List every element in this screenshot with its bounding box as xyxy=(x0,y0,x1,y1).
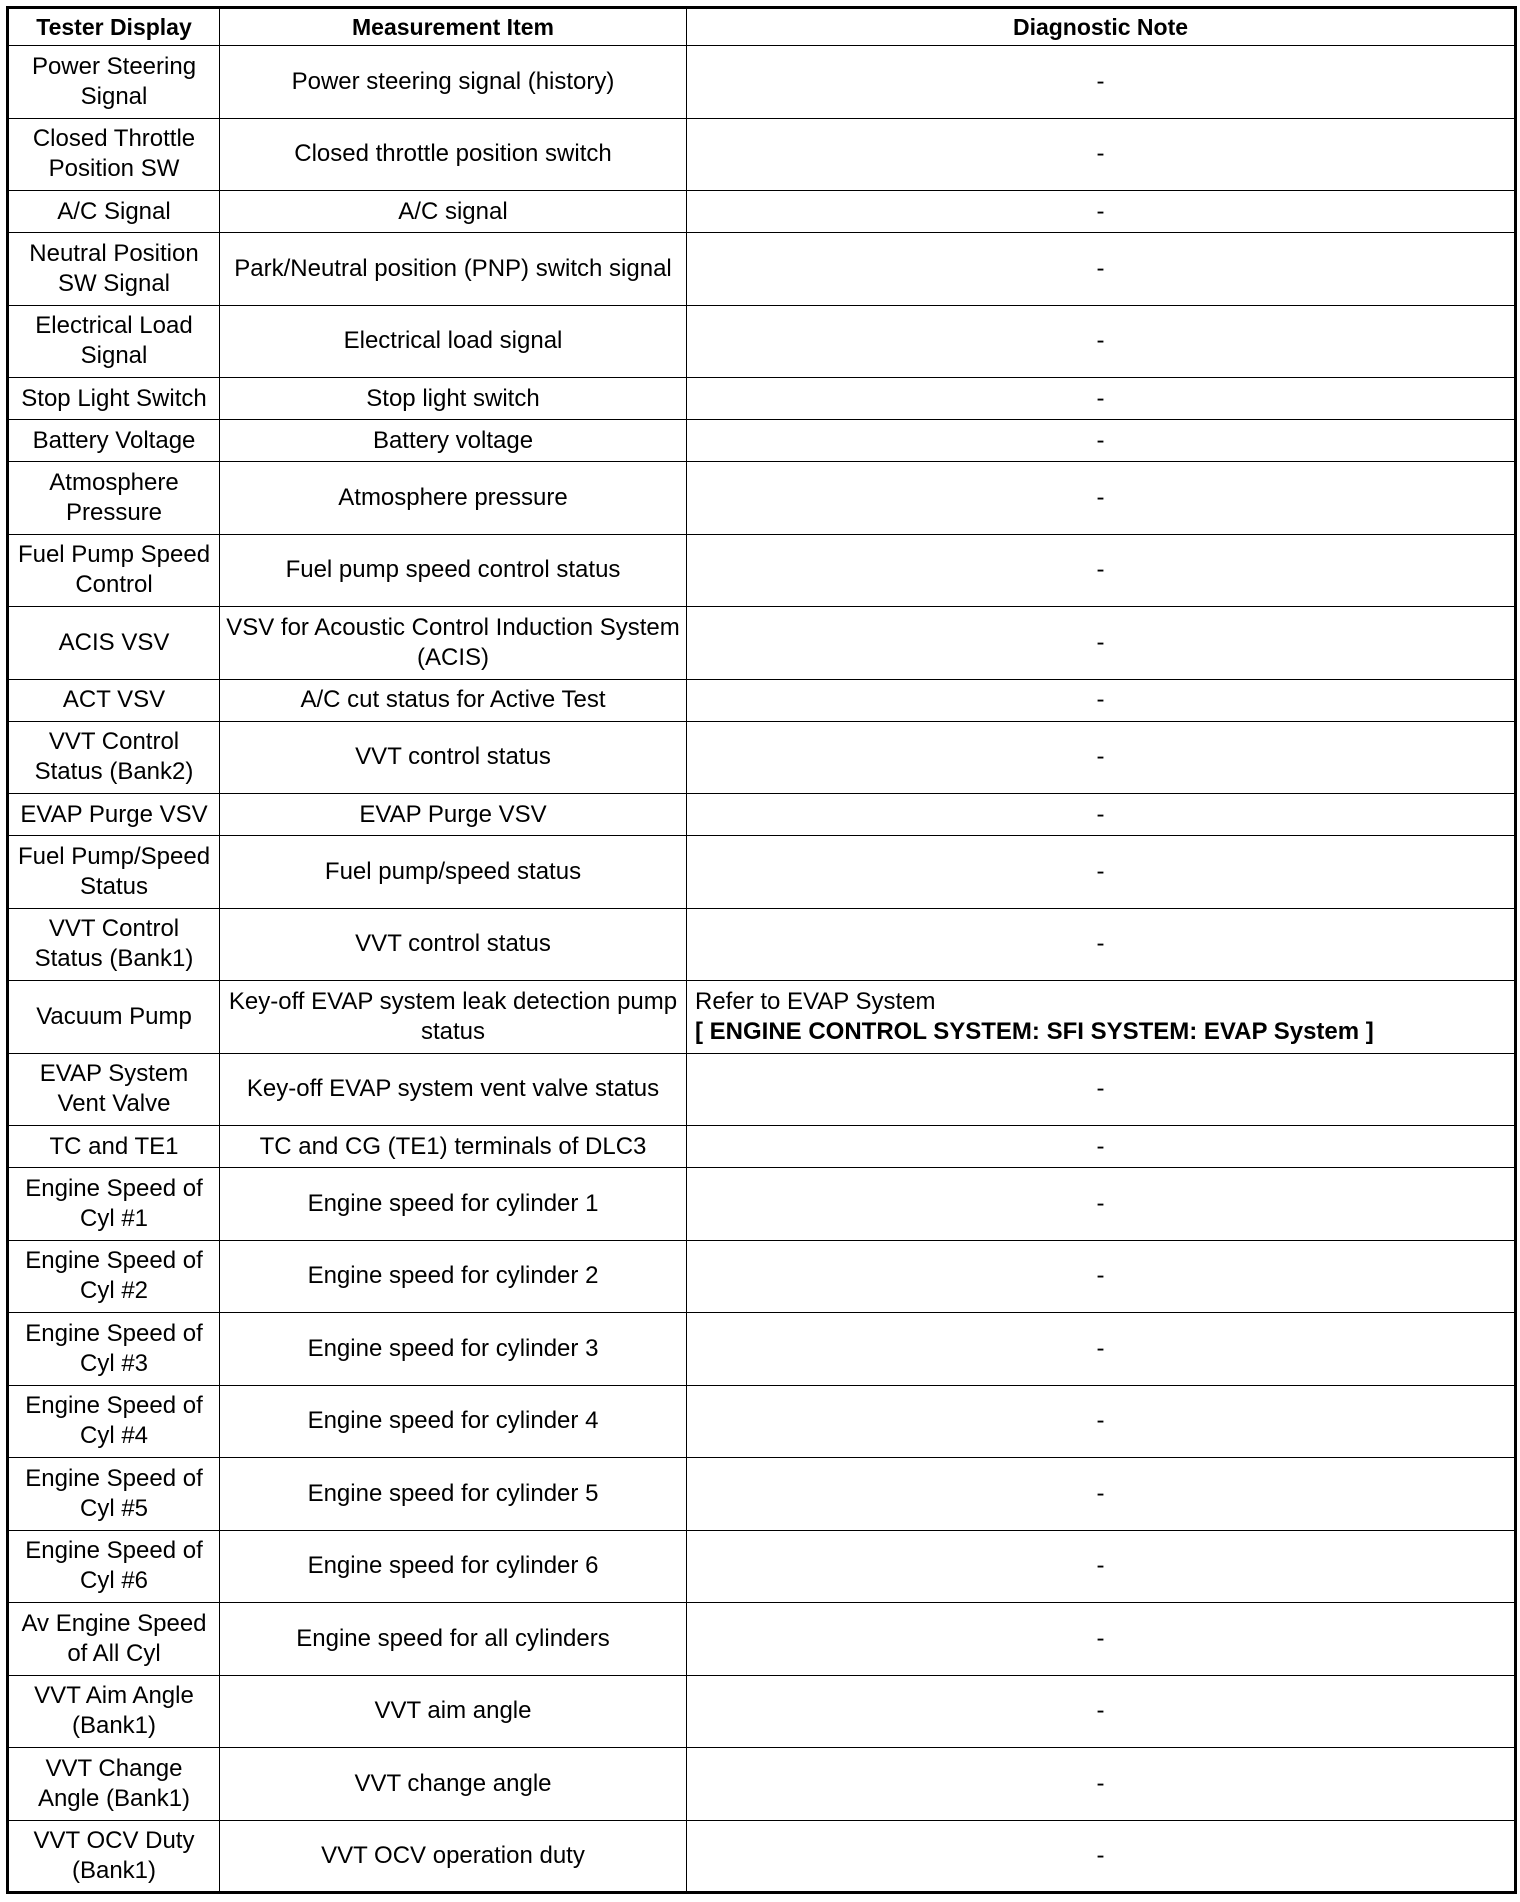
measurement-item-cell: Park/Neutral position (PNP) switch signal xyxy=(220,233,687,306)
table-row xyxy=(8,607,1516,680)
diagnostic-note-cell: - xyxy=(687,305,1516,378)
diagnostic-note-cell: - xyxy=(687,46,1516,119)
diagnostic-note-cell: - xyxy=(687,233,1516,306)
measurement-item-cell: VVT change angle xyxy=(220,1748,687,1821)
tester-display-cell: Fuel Pump/Speed Status xyxy=(8,836,220,909)
measurement-item-cell: Fuel pump speed control status xyxy=(220,534,687,607)
tester-display-cell: Stop Light Switch xyxy=(8,378,220,420)
diagnostic-note-cell: - xyxy=(687,1240,1516,1313)
table-row xyxy=(8,836,1516,909)
tester-display-cell: Vacuum Pump xyxy=(8,981,220,1054)
measurement-item-cell: EVAP Purge VSV xyxy=(220,794,687,836)
diagnostic-note-cell: - xyxy=(687,118,1516,191)
measurement-item-cell: Electrical load signal xyxy=(220,305,687,378)
measurement-item-cell: Engine speed for cylinder 6 xyxy=(220,1530,687,1603)
measurement-item-cell: TC and CG (TE1) terminals of DLC3 xyxy=(220,1126,687,1168)
diagnostic-note-cell: - xyxy=(687,1820,1516,1893)
table-row xyxy=(8,1168,1516,1241)
diagnostic-note-cell: - xyxy=(687,1458,1516,1531)
tester-display-cell: Engine Speed of Cyl #3 xyxy=(8,1313,220,1386)
tester-display-cell: VVT Control Status (Bank1) xyxy=(8,908,220,981)
tester-display-cell: Engine Speed of Cyl #1 xyxy=(8,1168,220,1241)
tester-display-cell: VVT Change Angle (Bank1) xyxy=(8,1748,220,1821)
diagnostic-note-cell xyxy=(687,981,1516,1054)
tester-display-cell: Electrical Load Signal xyxy=(8,305,220,378)
diagnostic-note-cell: - xyxy=(687,1530,1516,1603)
diagnostic-note-cell: - xyxy=(687,721,1516,794)
table-row xyxy=(8,420,1516,462)
tester-display-cell: Engine Speed of Cyl #5 xyxy=(8,1458,220,1531)
header-diagnostic-note: Diagnostic Note xyxy=(687,8,1516,46)
measurement-item-cell: Engine speed for cylinder 4 xyxy=(220,1385,687,1458)
diagnostic-note-cell: - xyxy=(687,1313,1516,1386)
tester-display-cell: Av Engine Speed of All Cyl xyxy=(8,1603,220,1676)
measurement-item-cell: VVT aim angle xyxy=(220,1675,687,1748)
tester-display-cell: Closed Throttle Position SW xyxy=(8,118,220,191)
measurement-item-cell: Key-off EVAP system leak detection pump status xyxy=(220,981,687,1054)
note-reference-link[interactable]: [ ENGINE CONTROL SYSTEM: SFI SYSTEM: EVAP System ] xyxy=(695,1017,1374,1045)
diagnostic-note-cell: - xyxy=(687,191,1516,233)
note-reference-text: Refer to EVAP System xyxy=(695,987,936,1015)
diagnostic-note-cell: - xyxy=(687,679,1516,721)
measurement-item-cell: VVT control status xyxy=(220,908,687,981)
table-row xyxy=(8,721,1516,794)
diagnostic-note-cell: - xyxy=(687,420,1516,462)
tester-display-cell: VVT Aim Angle (Bank1) xyxy=(8,1675,220,1748)
tester-display-cell: ACT VSV xyxy=(8,679,220,721)
tester-display-cell: Battery Voltage xyxy=(8,420,220,462)
measurement-item-cell: Closed throttle position switch xyxy=(220,118,687,191)
measurement-item-cell: A/C cut status for Active Test xyxy=(220,679,687,721)
tester-display-cell: EVAP System Vent Valve xyxy=(8,1053,220,1126)
tester-display-cell: Fuel Pump Speed Control xyxy=(8,534,220,607)
table-row xyxy=(8,1385,1516,1458)
table-row xyxy=(8,378,1516,420)
tester-display-cell: VVT Control Status (Bank2) xyxy=(8,721,220,794)
diagnostic-note-cell: - xyxy=(687,607,1516,680)
tester-display-cell: Power Steering Signal xyxy=(8,46,220,119)
diagnostic-note-cell: - xyxy=(687,1603,1516,1676)
measurement-item-cell: Stop light switch xyxy=(220,378,687,420)
diagnostic-note-cell: - xyxy=(687,1675,1516,1748)
table-row xyxy=(8,981,1516,1054)
table-row xyxy=(8,1530,1516,1603)
tester-display-cell: TC and TE1 xyxy=(8,1126,220,1168)
measurement-item-cell: VVT OCV operation duty xyxy=(220,1820,687,1893)
table-row xyxy=(8,233,1516,306)
diagnostic-note-cell: - xyxy=(687,1748,1516,1821)
measurement-item-cell: Engine speed for all cylinders xyxy=(220,1603,687,1676)
table-row xyxy=(8,1053,1516,1126)
table-row xyxy=(8,46,1516,119)
measurement-item-cell: Engine speed for cylinder 1 xyxy=(220,1168,687,1241)
measurement-item-cell: Atmosphere pressure xyxy=(220,462,687,535)
diagnostic-note-cell: - xyxy=(687,1126,1516,1168)
table-row xyxy=(8,1748,1516,1821)
table-row xyxy=(8,1458,1516,1531)
tester-display-cell: Engine Speed of Cyl #2 xyxy=(8,1240,220,1313)
table-row xyxy=(8,305,1516,378)
table-row xyxy=(8,908,1516,981)
tester-display-cell: Engine Speed of Cyl #6 xyxy=(8,1530,220,1603)
tester-display-cell: EVAP Purge VSV xyxy=(8,794,220,836)
diagnostic-note-cell: - xyxy=(687,794,1516,836)
diagnostic-note-cell: - xyxy=(687,1385,1516,1458)
table-row xyxy=(8,1313,1516,1386)
header-tester-display: Tester Display xyxy=(8,8,220,46)
measurement-item-cell: Engine speed for cylinder 2 xyxy=(220,1240,687,1313)
table-row xyxy=(8,534,1516,607)
table-row xyxy=(8,1126,1516,1168)
measurement-item-cell: VSV for Acoustic Control Induction System (ACIS) xyxy=(220,607,687,680)
table-row xyxy=(8,794,1516,836)
measurement-item-cell: Power steering signal (history) xyxy=(220,46,687,119)
table-row xyxy=(8,679,1516,721)
table-row xyxy=(8,191,1516,233)
tester-display-cell: Engine Speed of Cyl #4 xyxy=(8,1385,220,1458)
table-row xyxy=(8,1820,1516,1893)
measurement-item-cell: Engine speed for cylinder 5 xyxy=(220,1458,687,1531)
diagnostic-note-cell: - xyxy=(687,908,1516,981)
tester-display-cell: Neutral Position SW Signal xyxy=(8,233,220,306)
table-row xyxy=(8,462,1516,535)
measurement-item-cell: VVT control status xyxy=(220,721,687,794)
diagnostic-note-cell: - xyxy=(687,534,1516,607)
measurement-item-cell: Engine speed for cylinder 3 xyxy=(220,1313,687,1386)
measurement-item-cell: Battery voltage xyxy=(220,420,687,462)
header-measurement-item: Measurement Item xyxy=(220,8,687,46)
diagnostic-data-table xyxy=(6,6,1517,1894)
tester-display-cell: VVT OCV Duty (Bank1) xyxy=(8,1820,220,1893)
measurement-item-cell: Key-off EVAP system vent valve status xyxy=(220,1053,687,1126)
diagnostic-note-cell: - xyxy=(687,836,1516,909)
tester-display-cell: A/C Signal xyxy=(8,191,220,233)
diagnostic-note-cell: - xyxy=(687,1053,1516,1126)
table-row xyxy=(8,1675,1516,1748)
header-row xyxy=(8,8,1516,46)
tester-display-cell: ACIS VSV xyxy=(8,607,220,680)
table-row xyxy=(8,1603,1516,1676)
measurement-item-cell: Fuel pump/speed status xyxy=(220,836,687,909)
table-row xyxy=(8,118,1516,191)
measurement-item-cell: A/C signal xyxy=(220,191,687,233)
tester-display-cell: Atmosphere Pressure xyxy=(8,462,220,535)
diagnostic-note-cell: - xyxy=(687,1168,1516,1241)
diagnostic-note-cell: - xyxy=(687,378,1516,420)
diagnostic-note-cell: - xyxy=(687,462,1516,535)
table-row xyxy=(8,1240,1516,1313)
